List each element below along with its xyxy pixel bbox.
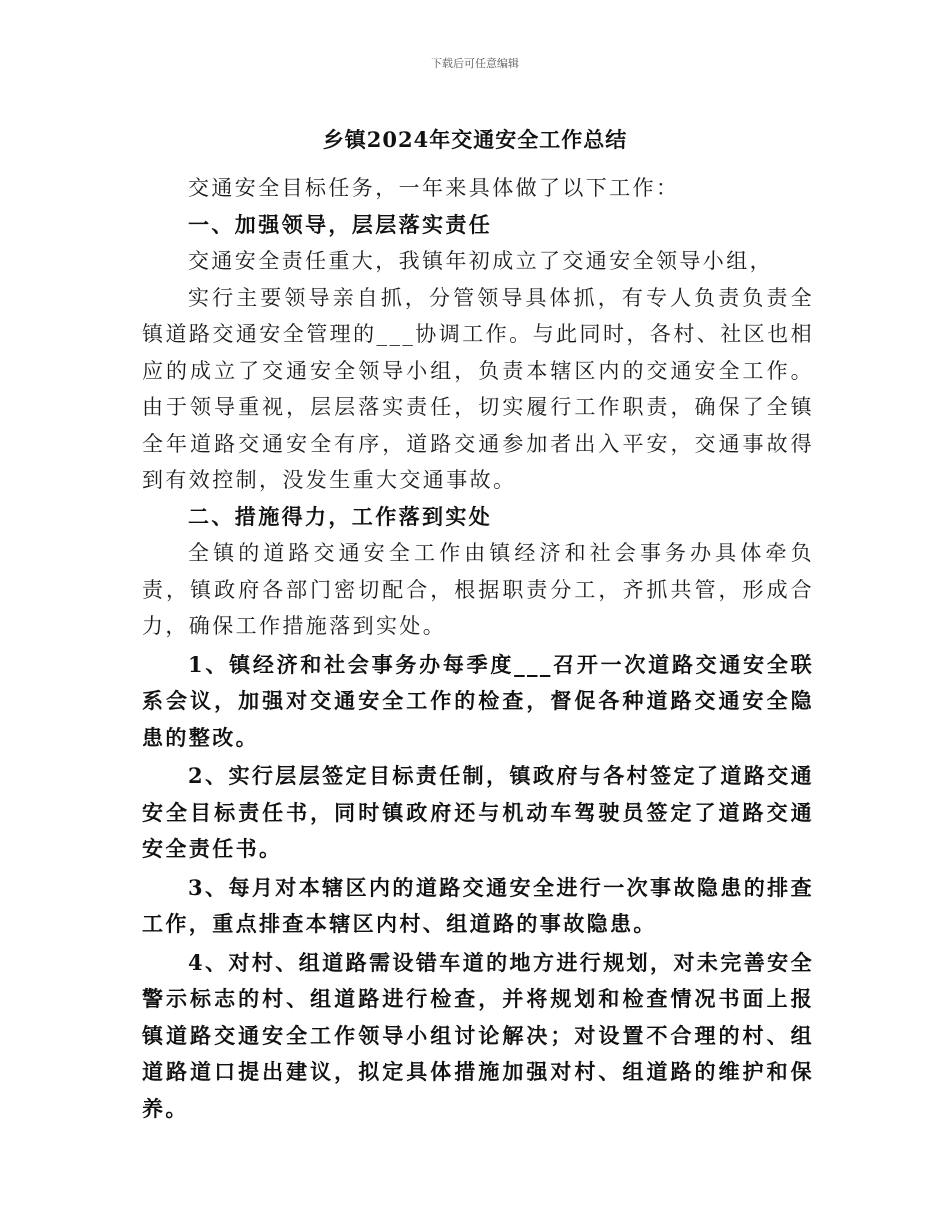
- document-body: [142, 170, 814, 1127]
- section-heading-2: 二、措施得力，工作落到实处: [188, 503, 493, 529]
- section-heading-1: 一、加强领导，层层落实责任: [188, 211, 493, 237]
- document-title: 乡镇2024年交通安全工作总结: [322, 127, 628, 152]
- intro-paragraph: 交通安全目标任务，一年来具体做了以下工作：: [188, 176, 680, 200]
- list-item-2: 2、实行层层签定目标责任制，镇政府与各村签定了道路交通安全目标责任书，同时镇政府还与机动车驾驶员签定了道路交通安全责任书。: [142, 763, 814, 861]
- paragraph-1: 交通安全责任重大，我镇年初成立了交通安全领导小组，: [188, 249, 773, 273]
- list-item-4: 4、对村、组道路需设错车道的地方进行规划，对未完善安全警示标志的村、组道路进行检查，并将规划和检查情况书面上报镇道路交通安全工作领导小组讨论解决；对设置不合理的村、组道路道口提出建议，拟定具体措施加强对村、组道路的维护和保养。: [142, 949, 814, 1121]
- list-item-1: 1、镇经济和社会事务办每季度___召开一次道路交通安全联系会议，加强对交通安全工作的检查，督促各种道路交通安全隐患的整改。: [142, 651, 814, 750]
- paragraph-3: 全镇的道路交通安全工作由镇经济和社会事务办具体牵负责，镇政府各部门密切配合，根据职责分工，齐抓共管，形成合力，确保工作措施落到实处。: [142, 541, 814, 638]
- paragraph-2: 实行主要领导亲自抓，分管领导具体抓，有专人负责负责全镇道路交通安全管理的___协调工作。与此同时，各村、社区也相应的成立了交通安全领导小组，负责本辖区内的交通安全工作。由于领导重视，层层落实责任，切实履行工作职责，确保了全镇全年道路交通安全有序，道路交通参加者出入平安，交通事故得到有效控制，没发生重大交通事故。: [142, 285, 814, 492]
- list-item-3: 3、每月对本辖区内的道路交通安全进行一次事故隐患的排查工作，重点排查本辖区内村、组道路的事故隐患。: [142, 874, 814, 936]
- header-note: 下载后可任意编辑: [431, 57, 519, 70]
